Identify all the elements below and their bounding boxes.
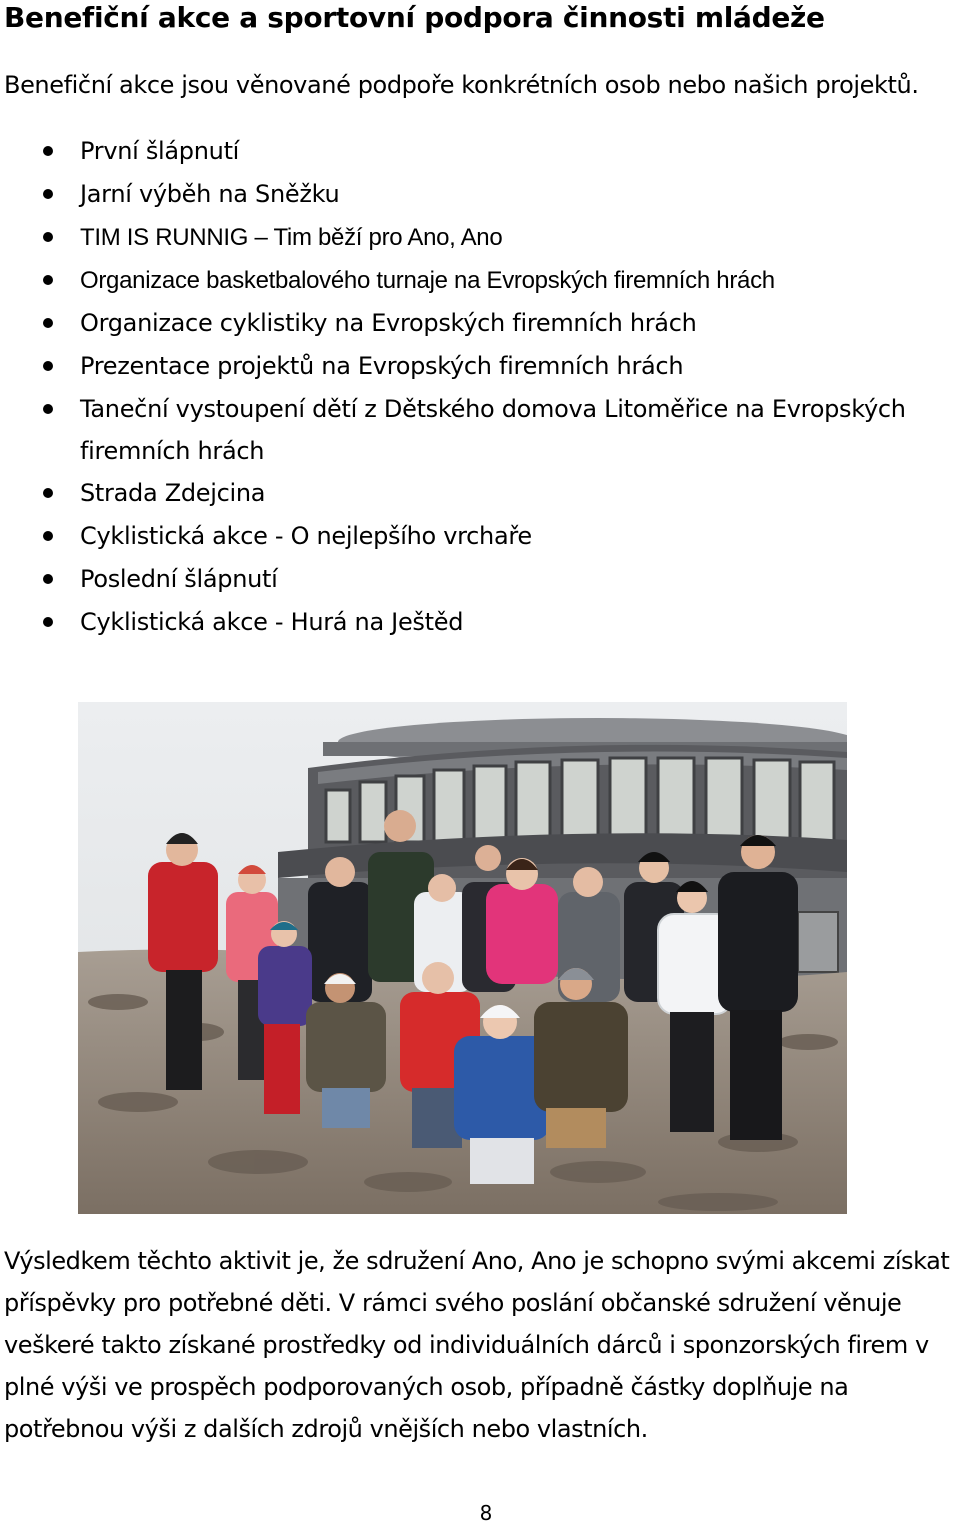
bullet-icon [43,146,53,156]
list-item: Jarní výběh na Sněžku [0,173,950,216]
list-item: Cyklistická akce - Hurá na Ještěd [0,601,950,644]
group-photo-illustration [78,702,847,1214]
bullet-icon [43,318,53,328]
list-item: TIM IS RUNNIG – Tim běží pro Ano, Ano [0,216,950,259]
list-item: Strada Zdejcina [0,472,950,515]
bullet-icon [43,275,53,285]
intro-paragraph: Benefiční akce jsou věnované podpoře konkrétních osob nebo našich projektů. [4,71,919,99]
result-paragraph: Výsledkem těchto aktivit je, že sdružení Ano, Ano je schopno svými akcemi získat příspěvky pro potřebné děti. V rámci svého poslání občanské sdružení věnuje veškeré takto získané prostředky od individuálních dárců i sponzorských firem v plné výši ve prospěch podporovaných osob, případně částky doplňuje na potřebnou výši z dalších zdrojů vnějších nebo vlastních. [4,1247,950,1443]
list-item: Taneční vystoupení dětí z Dětského domova Litoměřice na Evropských firemních hrách [0,388,950,472]
list-item: Prezentace projektů na Evropských firemních hrách [0,345,950,388]
events-list [0,130,950,644]
list-item: První šlápnutí [0,130,950,173]
bullet-icon [43,361,53,371]
list-item: Cyklistická akce - O nejlepšího vrchaře [0,515,950,558]
page-number: 8 [479,1501,493,1525]
bullet-icon [43,404,53,414]
list-item: Organizace basketbalového turnaje na Evropských firemních hrách [0,259,950,302]
bullet-icon [43,488,53,498]
page-title: Benefiční akce a sportovní podpora činnosti mládeže [4,1,825,34]
bullet-icon [43,531,53,541]
list-item: Poslední šlápnutí [0,558,950,601]
bullet-icon [43,617,53,627]
bullet-icon [43,189,53,199]
bullet-icon [43,574,53,584]
group-photo [78,702,847,1214]
bullet-icon [43,232,53,242]
list-item: Organizace cyklistiky na Evropských firemních hrách [0,302,950,345]
